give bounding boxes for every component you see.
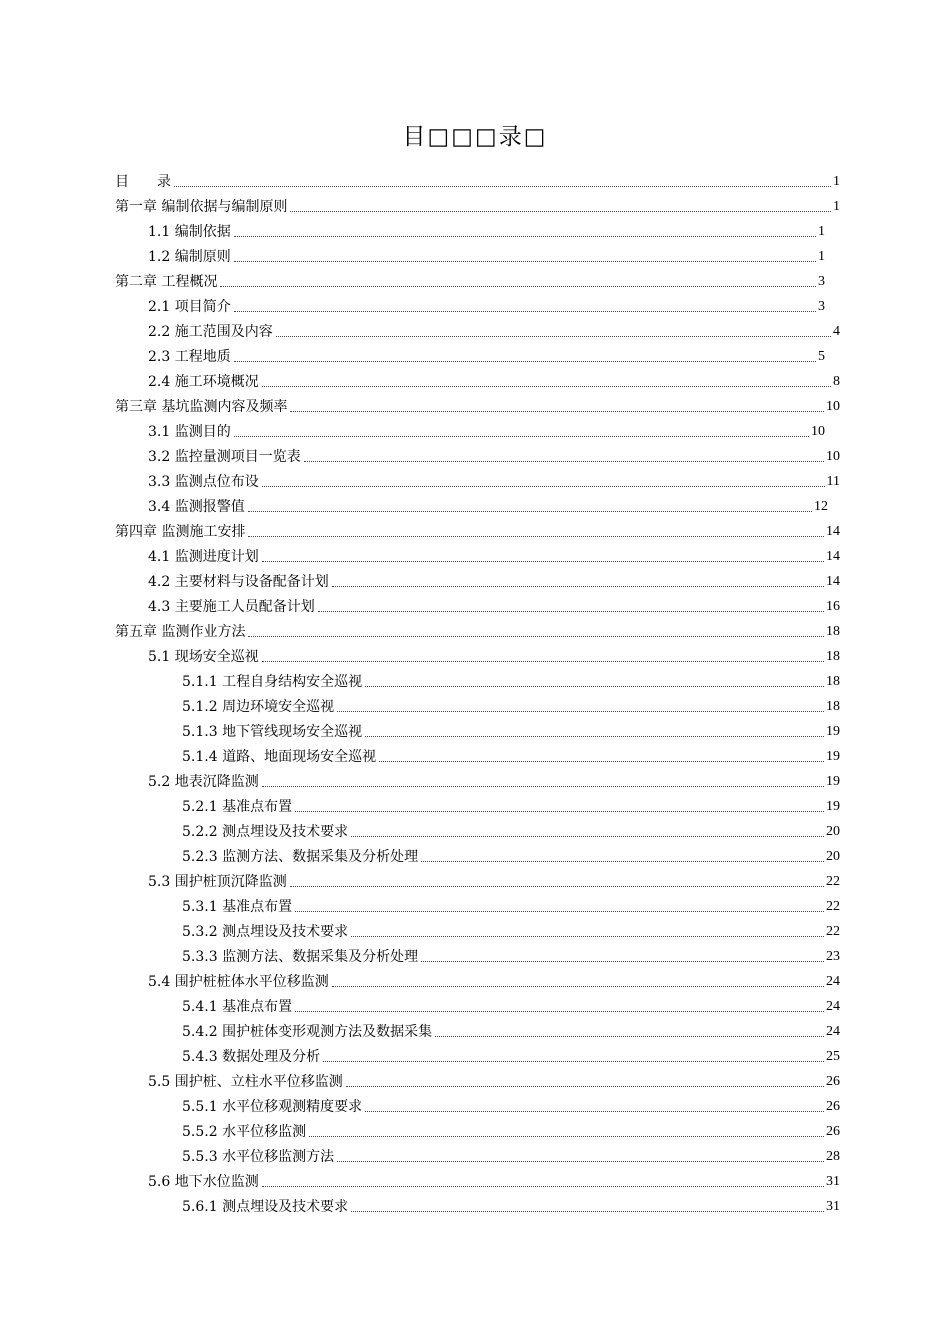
toc-entry[interactable] [182,916,840,941]
toc-entry-page-number: 18 [826,674,840,689]
toc-leader-dots [220,285,816,287]
toc-entry-label: 5.1.1 工程自身结构安全巡视 [182,674,363,690]
toc-entry[interactable] [182,741,840,766]
toc-entry-page-number: 19 [826,774,840,789]
toc-entry-label: 5.3 围护桩顶沉降监测 [148,874,287,890]
toc-entry-label: 5.4 围护桩桩体水平位移监测 [148,974,329,990]
toc-entry[interactable] [148,1066,840,1091]
toc-entry[interactable] [148,966,840,991]
toc-entry-page-number: 24 [826,999,840,1014]
toc-entry[interactable] [182,1141,840,1166]
toc-leader-dots [290,210,831,212]
toc-entry-page-number: 11 [826,474,840,489]
toc-entry[interactable] [182,1091,840,1116]
toc-entry-label: 5.2.2 测点埋设及技术要求 [182,824,349,840]
toc-leader-dots [262,560,824,562]
toc-leader-dots [337,710,824,712]
toc-entry[interactable] [182,816,840,841]
toc-leader-dots [262,785,824,787]
toc-leader-dots [435,1035,824,1037]
toc-leader-dots [295,810,824,812]
toc-entry[interactable] [182,791,840,816]
toc-entry-label: 5.1 现场安全巡视 [148,649,259,665]
toc-leader-dots [323,1060,824,1062]
toc-leader-dots [379,760,824,762]
toc-entry-page-number: 14 [826,574,840,589]
toc-entry-page-number: 25 [826,1049,840,1064]
toc-entry-page-number: 22 [826,874,840,889]
toc-entry[interactable] [148,241,825,266]
toc-entry-label: 4.3 主要施工人员配备计划 [148,599,315,615]
toc-entry[interactable] [182,1041,840,1066]
toc-leader-dots [248,535,824,537]
toc-entry[interactable] [182,1116,840,1141]
toc-entry-page-number: 24 [826,974,840,989]
toc-entry[interactable] [148,466,840,491]
toc-entry-label: 5.2 地表沉降监测 [148,774,259,790]
toc-leader-dots [290,885,824,887]
toc-entry-label: 第四章 监测施工安排 [115,524,246,540]
toc-entry-page-number: 10 [826,399,840,414]
toc-leader-dots [295,910,824,912]
toc-entry-label: 第二章 工程概况 [115,274,218,290]
toc-entry[interactable] [148,641,840,666]
toc-entry[interactable] [182,691,840,716]
toc-entry[interactable] [148,1166,840,1191]
toc-entry-page-number: 26 [826,1099,840,1114]
toc-leader-dots [174,185,831,187]
toc-entry-page-number: 20 [826,824,840,839]
toc-entry-label: 第一章 编制依据与编制原则 [115,199,288,215]
toc-entry[interactable] [115,266,825,291]
toc-entry-label: 5.6 地下水位监测 [148,1174,259,1190]
toc-entry[interactable] [148,291,825,316]
toc-entry-page-number: 16 [826,599,840,614]
toc-entry[interactable] [115,191,840,216]
toc-entry-page-number: 3 [818,299,825,314]
toc-entry-label: 2.3 工程地质 [148,349,231,365]
toc-leader-dots [318,610,824,612]
toc-entry[interactable] [115,516,840,541]
toc-leader-dots [262,385,831,387]
toc-leader-dots [365,735,824,737]
toc-entry-label: 3.2 监控量测项目一览表 [148,449,301,465]
toc-entry-page-number: 23 [826,949,840,964]
toc-leader-dots [365,685,824,687]
toc-entry[interactable] [148,216,825,241]
toc-entry-label: 5.4.1 基准点布置 [182,999,293,1015]
page-title: 目□□□录□ [402,124,548,150]
toc-entry[interactable] [148,316,840,341]
toc-leader-dots [351,935,824,937]
toc-entry-label: 第三章 基坑监测内容及频率 [115,399,288,415]
toc-entry-page-number: 22 [826,899,840,914]
toc-entry[interactable] [148,866,840,891]
toc-entry[interactable] [182,716,840,741]
toc-entry-page-number: 4 [833,324,840,339]
toc-entry-page-number: 18 [826,649,840,664]
toc-entry[interactable] [182,941,840,966]
toc-entry-page-number: 26 [826,1074,840,1089]
toc-entry-page-number: 31 [826,1199,840,1214]
toc-entry-page-number: 1 [818,224,825,239]
toc-leader-dots [337,1160,824,1162]
toc-leader-dots [351,835,824,837]
toc-entry[interactable] [115,616,840,641]
toc-entry-label: 5.1.3 地下管线现场安全巡视 [182,724,363,740]
toc-entry-label: 3.1 监测目的 [148,424,231,440]
toc-entry[interactable] [148,341,825,366]
toc-entry-page-number: 1 [818,249,825,264]
toc-entry[interactable] [182,991,840,1016]
toc-entry[interactable] [115,391,840,416]
toc-entry-page-number: 3 [818,274,825,289]
toc-leader-dots [248,635,824,637]
toc-entry-page-number: 10 [811,424,825,439]
toc-leader-dots [234,360,816,362]
toc-entry-label: 3.3 监测点位布设 [148,474,259,490]
toc-leader-dots [365,1110,824,1112]
toc-entry-label: 5.6.1 测点埋设及技术要求 [182,1199,349,1215]
toc-leader-dots [421,960,824,962]
toc-entry-label: 5.3.3 监测方法、数据采集及分析处理 [182,949,419,965]
toc-entry[interactable] [148,366,840,391]
toc-entry-page-number: 26 [826,1124,840,1139]
toc-entry-page-number: 19 [826,749,840,764]
toc-entry-label: 4.1 监测进度计划 [148,549,259,565]
toc-entry[interactable] [182,1016,840,1041]
toc-leader-dots [234,310,816,312]
toc-entry-label: 5.3.2 测点埋设及技术要求 [182,924,349,940]
toc-entry-label: 5.5 围护桩、立柱水平位移监测 [148,1074,343,1090]
toc-leader-dots [332,585,824,587]
toc-entry[interactable] [148,416,825,441]
toc-entry[interactable] [182,841,840,866]
toc-leader-dots [276,335,831,337]
toc-entry-label: 5.3.1 基准点布置 [182,899,293,915]
toc-entry[interactable] [182,891,840,916]
toc-entry-label: 5.4.3 数据处理及分析 [182,1049,321,1065]
toc-entry-label: 5.5.3 水平位移监测方法 [182,1149,335,1165]
toc-entry-label: 1.1 编制依据 [148,224,231,240]
toc-entry-page-number: 14 [826,549,840,564]
toc-entry-page-number: 8 [833,374,840,389]
toc-entry-label: 目 录 [115,174,171,190]
toc-entry-page-number: 22 [826,924,840,939]
toc-leader-dots [332,985,824,987]
toc-entry-page-number: 14 [826,524,840,539]
toc-entry-label: 5.2.3 监测方法、数据采集及分析处理 [182,849,419,865]
toc-entry[interactable] [148,441,840,466]
toc-entry[interactable] [148,491,828,516]
toc-entry-page-number: 31 [826,1174,840,1189]
toc-entry-label: 第五章 监测作业方法 [115,624,246,640]
toc-entry[interactable] [148,591,840,616]
toc-entry[interactable] [148,566,840,591]
toc-leader-dots [262,1185,824,1187]
toc-entry[interactable] [115,166,840,191]
toc-entry-page-number: 10 [826,449,840,464]
toc-leader-dots [262,485,825,487]
toc-entry-label: 2.2 施工范围及内容 [148,324,273,340]
toc-entry-label: 5.4.2 围护桩体变形观测方法及数据采集 [182,1024,433,1040]
toc-leader-dots [421,860,824,862]
toc-leader-dots [234,235,816,237]
toc-entry[interactable] [148,766,840,791]
toc-leader-dots [248,510,812,512]
toc-entry-page-number: 1 [833,174,840,189]
toc-leader-dots [234,260,816,262]
toc-entry-label: 4.2 主要材料与设备配备计划 [148,574,329,590]
toc-leader-dots [290,410,824,412]
toc-entry-page-number: 18 [826,699,840,714]
toc-entry-label: 2.1 项目简介 [148,299,231,315]
toc-leader-dots [234,435,809,437]
toc-entry-label: 5.1.4 道路、地面现场安全巡视 [182,749,377,765]
toc-entry-label: 5.2.1 基准点布置 [182,799,293,815]
toc-entry-page-number: 19 [826,799,840,814]
toc-entry-page-number: 19 [826,724,840,739]
toc-entry-page-number: 18 [826,624,840,639]
toc-entry-label: 1.2 编制原则 [148,249,231,265]
toc-entry-page-number: 28 [826,1149,840,1164]
toc-leader-dots [309,1135,824,1137]
toc-entry-label: 2.4 施工环境概况 [148,374,259,390]
toc-entry-page-number: 5 [818,349,825,364]
toc-entry-page-number: 1 [833,199,840,214]
toc-leader-dots [304,460,824,462]
toc-entry-label: 3.4 监测报警值 [148,499,245,515]
toc-entry-label: 5.5.2 水平位移监测 [182,1124,307,1140]
toc-leader-dots [295,1010,824,1012]
toc-entry[interactable] [182,666,840,691]
toc-entry-label: 5.1.2 周边环境安全巡视 [182,699,335,715]
toc-entry-page-number: 20 [826,849,840,864]
toc-leader-dots [346,1085,824,1087]
toc-leader-dots [262,660,824,662]
toc-entry-page-number: 24 [826,1024,840,1039]
toc-entry[interactable] [182,1191,840,1216]
toc-entry-label: 5.5.1 水平位移观测精度要求 [182,1099,363,1115]
toc-leader-dots [351,1210,824,1212]
toc-entry[interactable] [148,541,840,566]
toc-entry-page-number: 12 [814,499,828,514]
